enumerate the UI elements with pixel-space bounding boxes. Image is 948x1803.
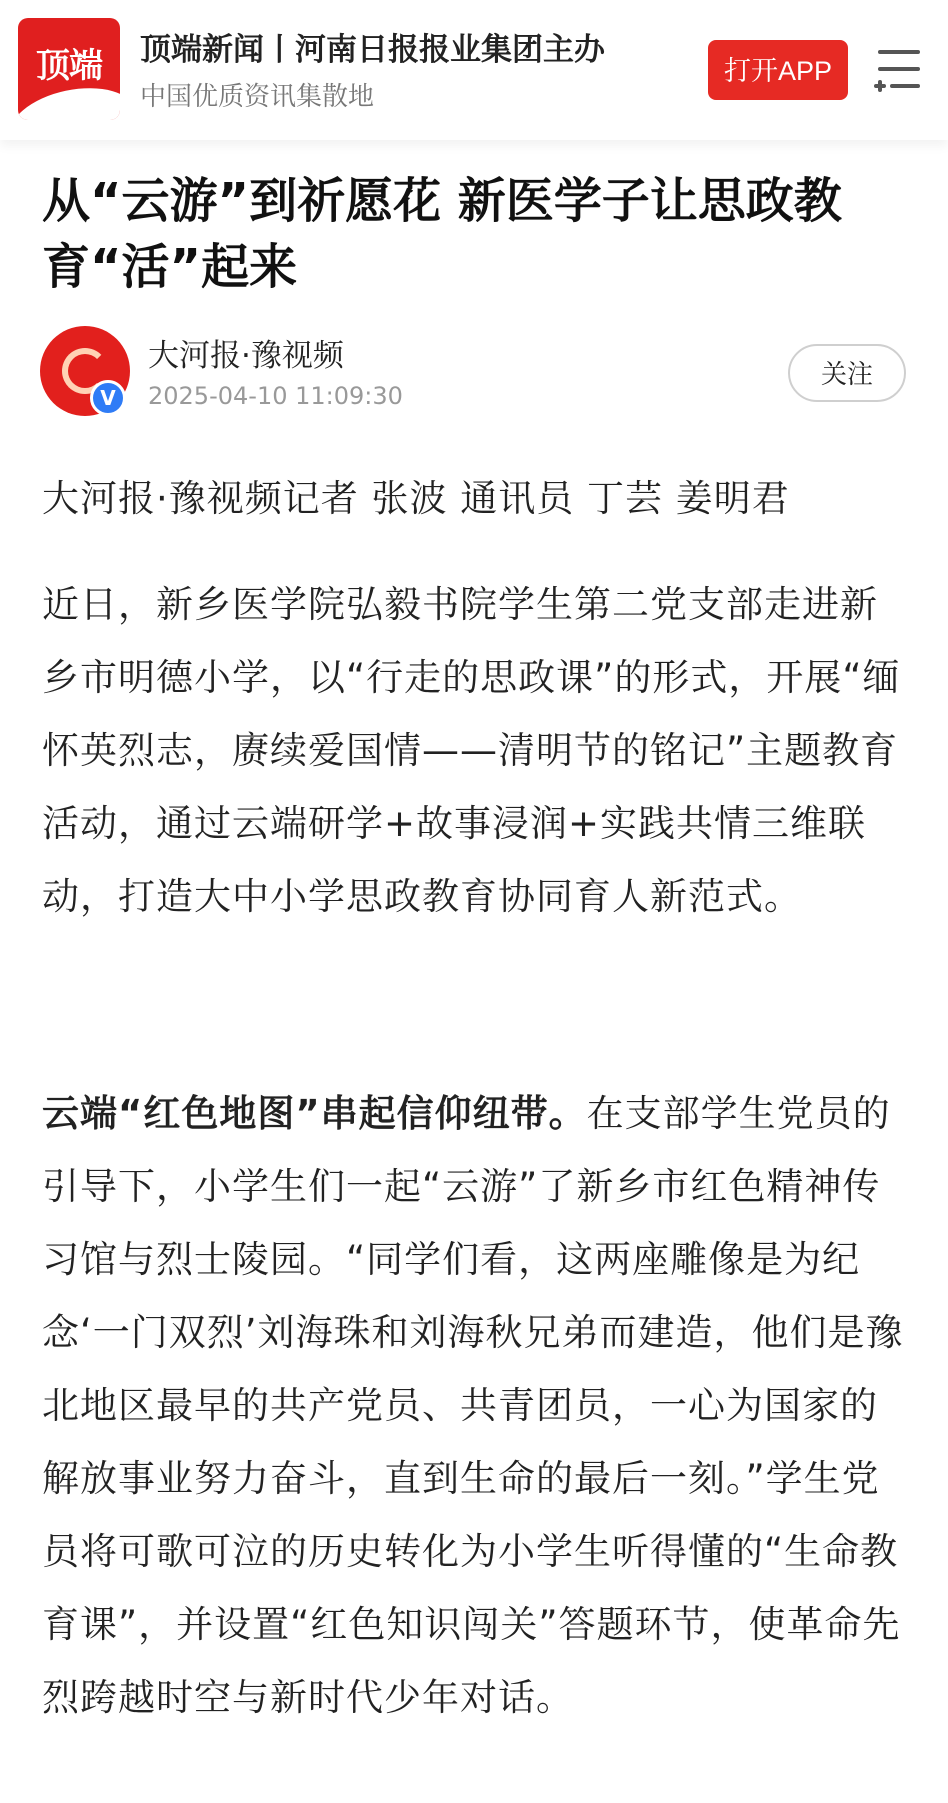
menu-icon[interactable]	[872, 46, 924, 94]
app-logo[interactable]	[18, 18, 120, 120]
paragraph-body: 在支部学生党员的引导下，小学生们一起“云游”了新乡市红色精神传习馆与烈士陵园。“同学们看，这两座雕像是为纪念‘一门双烈’刘海珠和刘海秋兄弟而建造，他们是豫北地区最早的共产党员、共青团员，一心为国家的解放事业努力奋斗，直到生命的最后一刻。”学生党员将可歌可泣的历史转化为小学生听得懂的“生命教育课”，并设置“红色知识闯关”答题环节，使革命先烈跨越时空与新时代少年对话。	[42, 1092, 904, 1719]
article-title: 从“云游”到祈愿花 新医学子让思政教育“活”起来	[42, 173, 842, 295]
site-subtitle: 中国优质资讯集散地	[140, 82, 375, 112]
logo-text: 顶端	[36, 46, 102, 86]
article-byline: 大河报·豫视频记者 张波 通讯员 丁芸 姜明君	[42, 477, 790, 520]
article-paragraph-2	[42, 1077, 912, 1734]
verified-badge-icon: V	[90, 380, 126, 416]
publish-time: 2025-04-10 11:09:30	[148, 382, 403, 410]
site-title: 顶端新闻丨河南日报报业集团主办	[140, 32, 605, 68]
article-paragraph-1: 近日，新乡医学院弘毅书院学生第二党支部走进新乡市明德小学，以“行走的思政课”的形式，开展“缅怀英烈志，赓续爱国情——清明节的铭记”主题教育活动，通过云端研学+故事浸润+实践共情三维联动，打造大中小学思政教育协同育人新范式。	[42, 583, 901, 918]
author-name[interactable]: 大河报·豫视频	[148, 338, 344, 374]
paragraph-lead: 云端“红色地图”串起信仰纽带。	[42, 1092, 587, 1135]
top-bar	[0, 0, 948, 140]
open-app-button[interactable]: 打开APP	[708, 40, 848, 100]
follow-button[interactable]: 关注	[788, 344, 906, 402]
